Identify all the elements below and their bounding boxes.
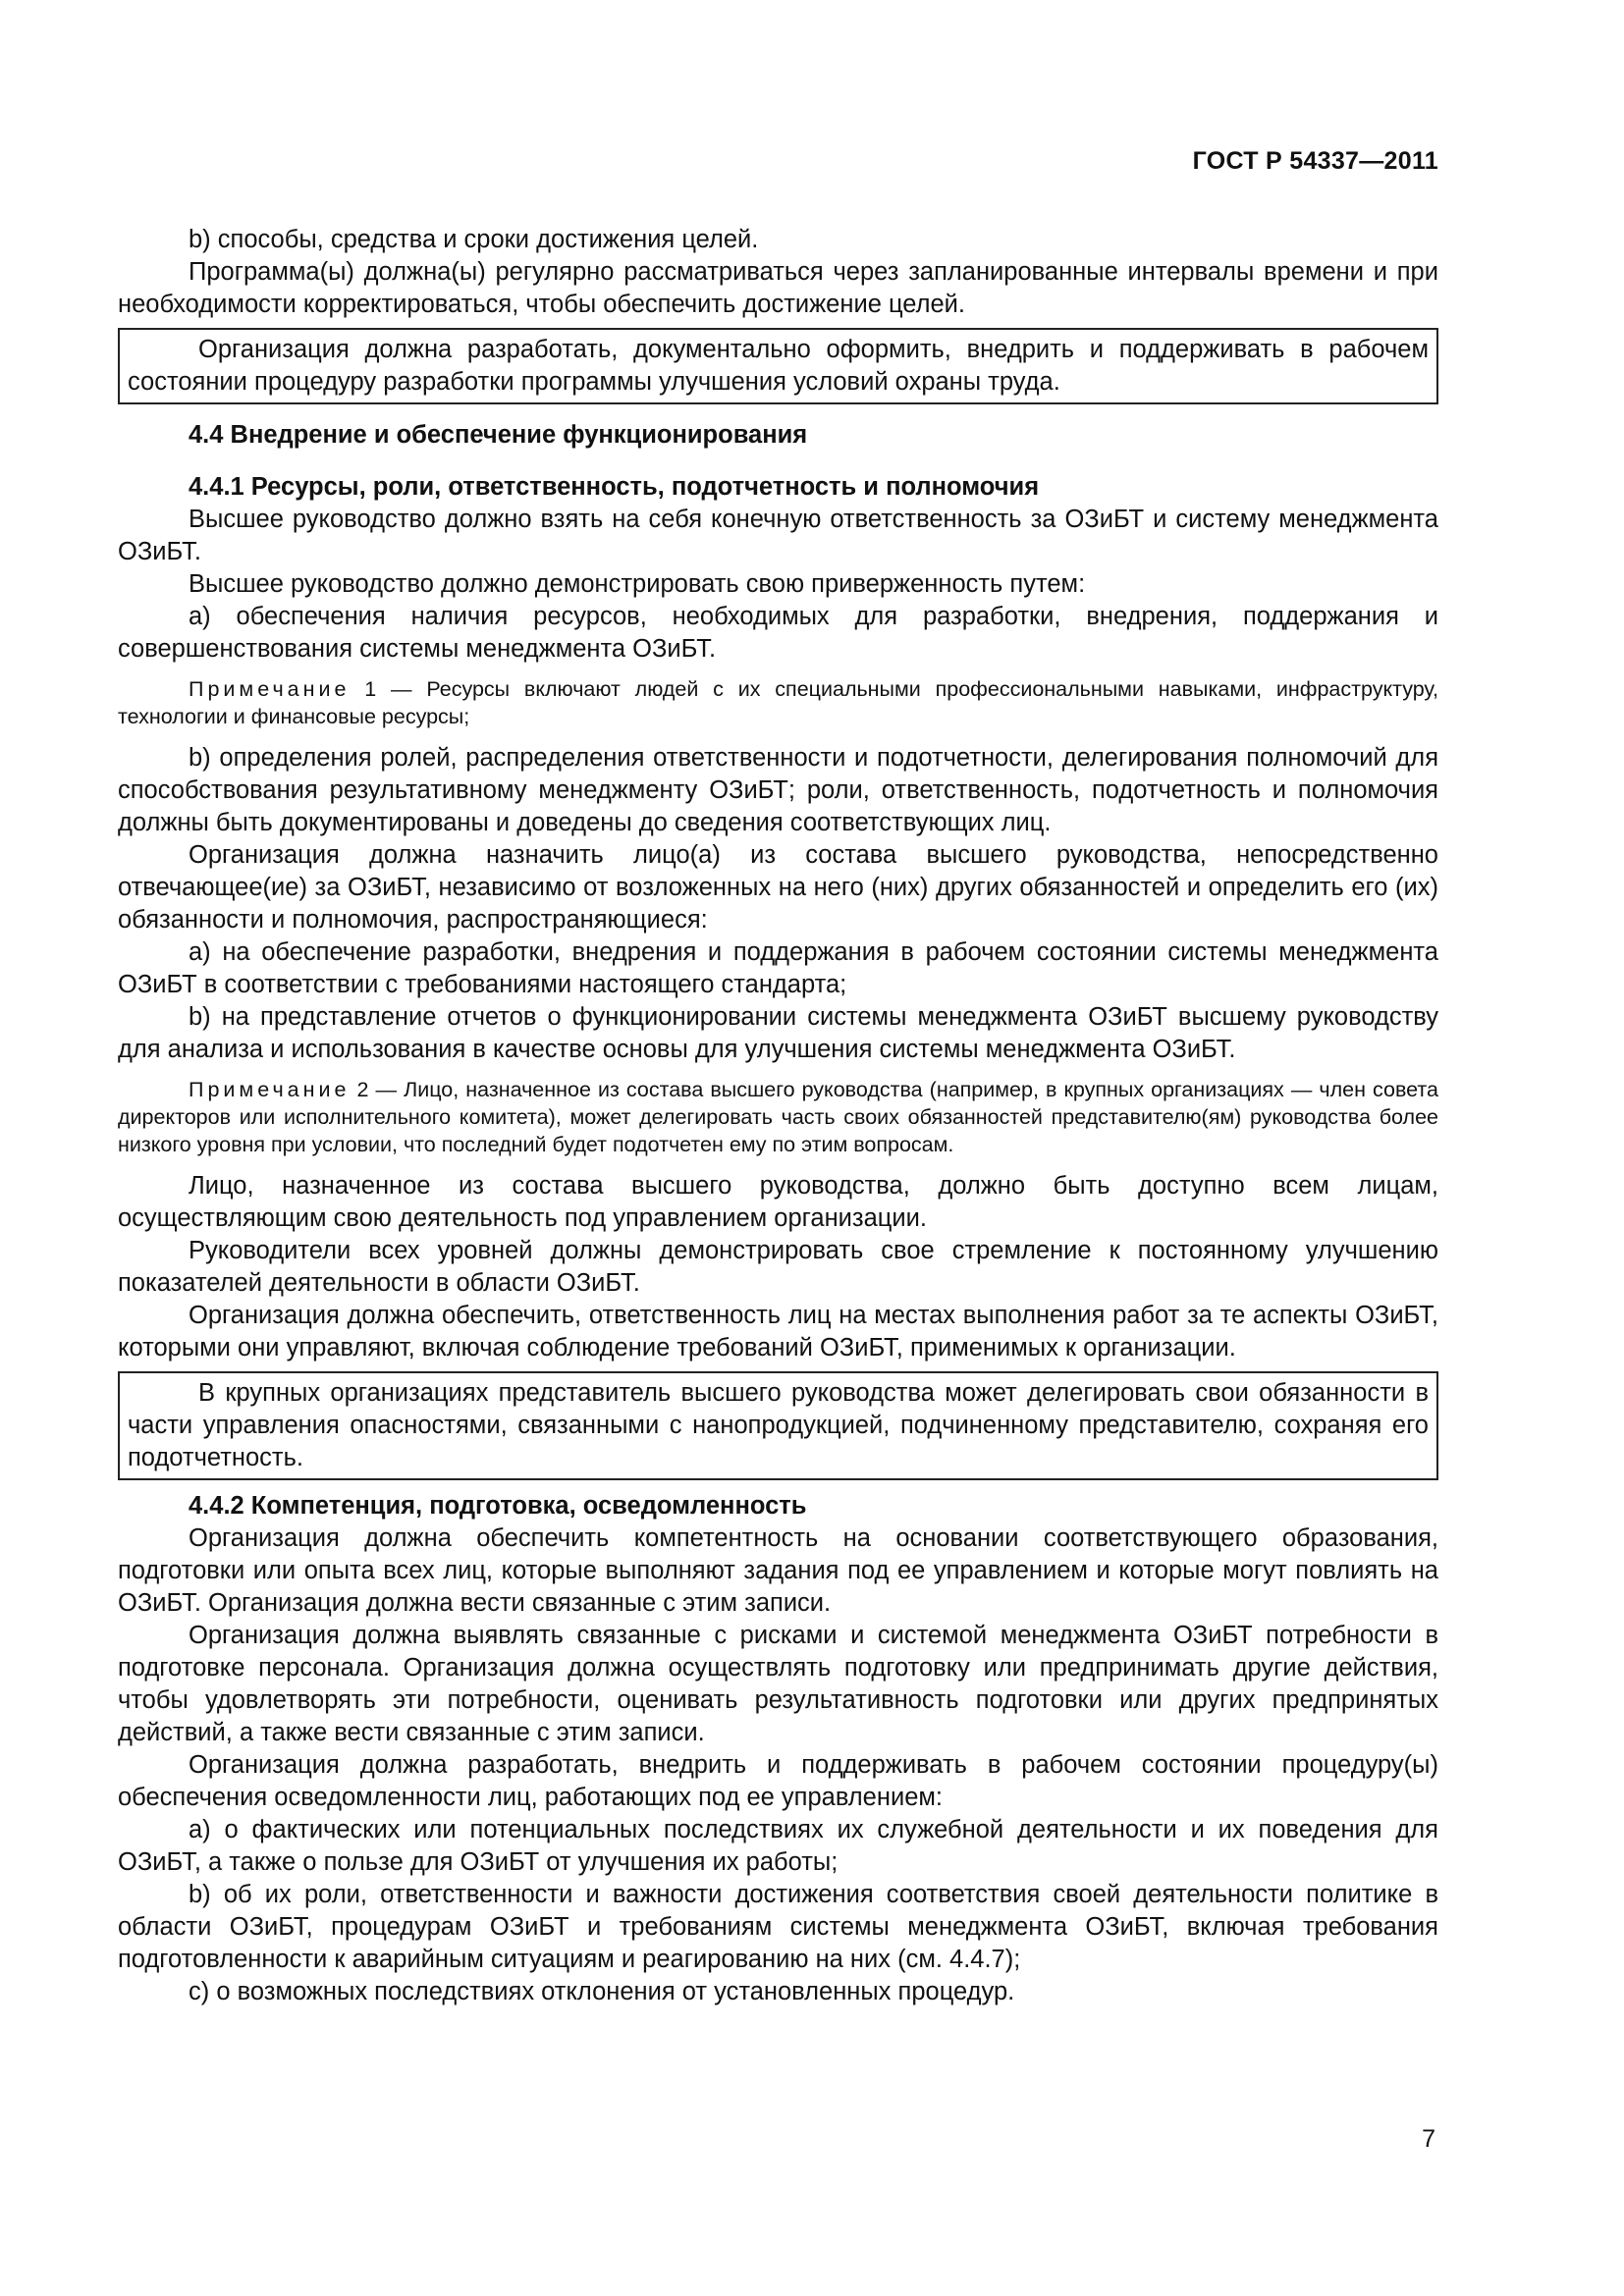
page-number: 7 (1422, 2125, 1435, 2153)
list-item: b) определения ролей, распределения ответственности и подотчетности, делегирования полномочий для способствования результативному менеджменту ОЗиБТ; роли, ответственность, подотчетность и полномочия должны быть документированы и доведены до сведения соответствующих лиц. (118, 744, 1438, 836)
list-item: а) о фактических или потенциальных последствиях их служебной деятельности и их поведения для ОЗиБТ, а также о пользе для ОЗиБТ от улучшения их работы; (118, 1816, 1438, 1876)
paragraph: Высшее руководство должно демонстрировать свою приверженность путем: (189, 570, 1086, 598)
document-body (118, 224, 1438, 2008)
paragraph: Организация должна обеспечить, ответственность лиц на местах выполнения работ за те аспекты ОЗиБТ, которыми они управляют, включая соблюдение требований ОЗиБТ, применимых к организации. (118, 1302, 1438, 1362)
boxed-requirement (118, 328, 1438, 404)
list-item: b) на представление отчетов о функционировании системы менеджмента ОЗиБТ высшему руководству для анализа и использования в качестве основы для улучшения системы менеджмента ОЗиБТ. (118, 1003, 1438, 1063)
standard-header: ГОСТ Р 54337—2011 (1192, 147, 1438, 175)
paragraph: Организация должна выявлять связанные с рисками и системой менеджмента ОЗиБТ потребности в подготовке персонала. Организация должна осуществлять подготовку или предпринимать другие действия, чтобы удовлетворять эти потребности, оценивать результативность подготовки или других предпринятых действий, а также вести связанные с этим записи. (118, 1622, 1438, 1746)
section-heading-4-4-2: 4.4.2 Компетенция, подготовка, осведомленность (189, 1492, 807, 1520)
paragraph: Лицо, назначенное из состава высшего руководства, должно быть доступно всем лицам, осуществляющим свою деятельность под управлением организации. (118, 1172, 1438, 1232)
paragraph: Высшее руководство должно взять на себя конечную ответственность за ОЗиБТ и систему менеджмента ОЗиБТ. (118, 506, 1438, 565)
note-label: Примечание (189, 1078, 351, 1101)
list-item: с) о возможных последствиях отклонения от установленных процедур. (189, 1978, 1015, 2005)
boxed-text: В крупных организациях представитель высшего руководства может делегировать свои обязанности в части управления опасностями, связанными с нанопродукцией, подчиненному представителю, сохраняя его подотчетность. (128, 1379, 1429, 1471)
section-heading-4-4: 4.4 Внедрение и обеспечение функционирования (189, 421, 808, 449)
note-text: 2 — Лицо, назначенное из состава высшего руководства (например, в крупных организациях — член совета директоров или исполнительного комитета), может делегировать часть своих обязанностей представителю(ям) руководства более низкого уровня при условии, что последний будет подотчетен ему по этим вопросам. (118, 1078, 1438, 1156)
section-heading-4-4-1: 4.4.1 Ресурсы, роли, ответственность, подотчетность и полномочия (189, 473, 1040, 501)
paragraph: Организация должна обеспечить компетентность на основании соответствующего образования, подготовки или опыта всех лиц, которые выполняют задания под ее управлением и которые могут повлиять на ОЗиБТ. Организация должна вести связанные с этим записи. (118, 1524, 1438, 1617)
paragraph: Руководители всех уровней должны демонстрировать свое стремление к постоянному улучшению показателей деятельности в области ОЗиБТ. (118, 1237, 1438, 1297)
paragraph: Организация должна разработать, внедрить и поддерживать в рабочем состоянии процедуру(ы) обеспечения осведомленности лиц, работающих под ее управлением: (118, 1751, 1438, 1811)
boxed-requirement (118, 1371, 1438, 1480)
boxed-text: Организация должна разработать, документально оформить, внедрить и поддерживать в рабочем состоянии процедуру разработки программы улучшения условий охраны труда. (128, 336, 1429, 396)
note-1 (118, 675, 1438, 730)
paragraph: b) способы, средства и сроки достижения целей. (189, 226, 759, 253)
list-item: а) на обеспечение разработки, внедрения и поддержания в рабочем состоянии системы менеджмента ОЗиБТ в соответствии с требованиями настоящего стандарта; (118, 938, 1438, 998)
note-label: Примечание (189, 677, 351, 701)
list-item: а) обеспечения наличия ресурсов, необходимых для разработки, внедрения, поддержания и совершенствования системы менеджмента ОЗиБТ. (118, 603, 1438, 663)
paragraph: Программа(ы) должна(ы) регулярно рассматриваться через запланированные интервалы времени и при необходимости корректироваться, чтобы обеспечить достижение целей. (118, 258, 1438, 318)
note-text: 1 — Ресурсы включают людей с их специальными профессиональными навыками, инфраструктуру, технологии и финансовые ресурсы; (118, 677, 1438, 728)
note-2 (118, 1076, 1438, 1158)
paragraph: Организация должна назначить лицо(а) из состава высшего руководства, непосредственно отвечающее(ие) за ОЗиБТ, независимо от возложенных на него (них) других обязанностей и определить его (их) обязанности и полномочия, распространяющиеся: (118, 841, 1438, 934)
list-item: b) об их роли, ответственности и важности достижения соответствия своей деятельности политике в области ОЗиБТ, процедурам ОЗиБТ и требованиям системы менеджмента ОЗиБТ, включая требования подготовленности к аварийным ситуациям и реагированию на них (см. 4.4.7); (118, 1881, 1438, 1973)
